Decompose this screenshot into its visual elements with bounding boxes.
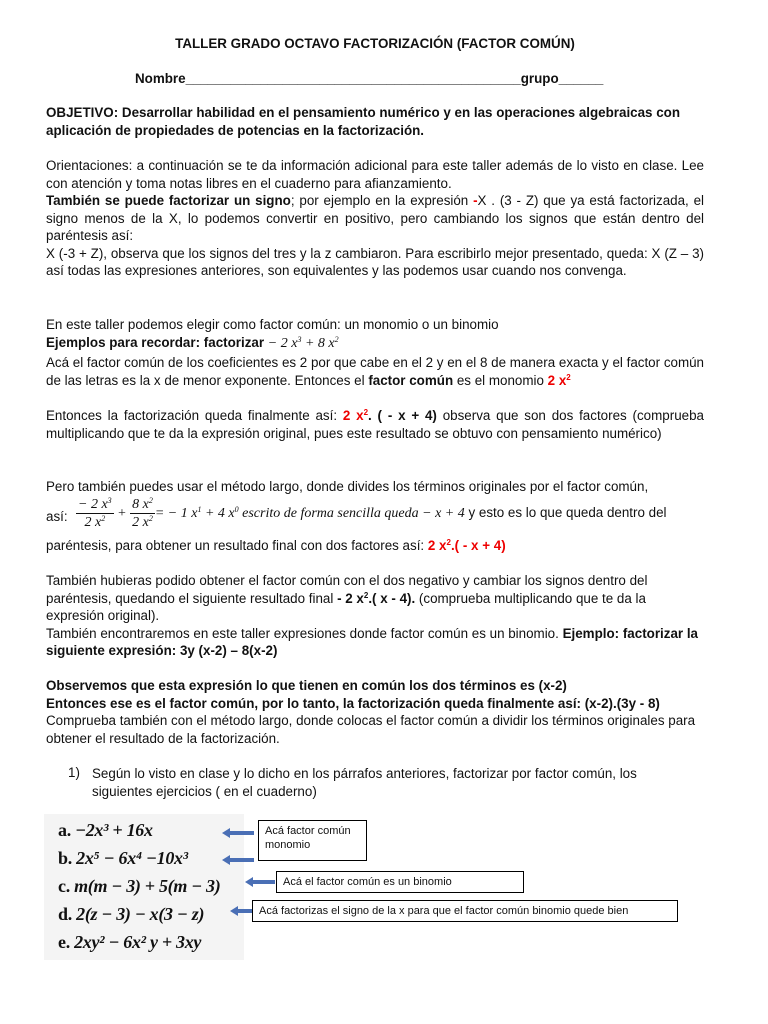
- exercise-text: Según lo visto en clase y lo dicho en los párrafos anteriores, factorizar por factor común, los siguientes ejercicios ( en el cuaderno): [92, 766, 637, 799]
- expr-term2: + 8 x: [301, 336, 335, 351]
- observe-line3: Comprueba también con el método largo, donde colocas el factor común a dividir los términos originales para obtener el resultado de la factorización.: [46, 713, 696, 746]
- taller-para1b: es el monomio: [453, 372, 548, 388]
- orientations-text3: X (-3 + Z), observa que los signos del tres y la z cambiaron. Para escribirlo mejor presentado, queda: X (Z – 3) así todas las expresiones anteriores, son equivalentes y las podemos usar cuando nos convenga.: [46, 245, 704, 278]
- exercise-a: a. −2x³ + 16x: [58, 820, 153, 840]
- final-text-b: observa que son dos factores (comprueba multiplicando que te da la expresión original, pues este resultado se obtuvo con pensamiento numérico): [46, 408, 704, 441]
- orientations-text2b: X . (3 - Z) que ya está factorizada, el signo menos de la X, lo podemos convertir en positivo, pero cambiando los signos que están dentro del paréntesis así:: [46, 193, 704, 243]
- binomial-bold: Ejemplo: factorizar la siguiente expresión: 3y (x-2) – 8(x-2): [46, 625, 699, 658]
- final-red: 2 $x^2$: [342, 408, 369, 423]
- examples-line: [46, 334, 704, 353]
- expr-term1: − 2 x: [267, 336, 298, 351]
- fraction-1: $\frac{- 2 x^3}{2 x^2}$: [78, 496, 112, 530]
- formula-tail: y esto es lo que queda dentro del: [464, 505, 667, 521]
- factorizar-label: factorizar: [200, 335, 268, 350]
- factor-comun-label: factor común: [368, 372, 454, 388]
- binomial-text: También encontraremos en este taller expresiones donde factor común es un binomio.: [46, 625, 563, 641]
- orientations-bold: También se puede factorizar un signo: [46, 193, 291, 208]
- objective-text: Desarrollar habilidad en el pensamiento numérico y en las operaciones algebraicas con aplicación de propiedades de potencias en la factorización.: [46, 105, 681, 138]
- expr-exp2: 2: [334, 335, 339, 344]
- red-minus: -: [473, 193, 478, 208]
- exercise-e: e. 2xy² − 6x² y + 3xy: [58, 932, 202, 952]
- name-line: Nombre_____________________________________________grupo______: [135, 71, 604, 86]
- long-method-line1: Pero también puedes usar el método largo, donde divides los términos originales por el factor común,: [46, 479, 649, 494]
- taller-intro: En este taller podemos elegir como factor común: un monomio o un binomio: [46, 317, 499, 332]
- examples-label: Ejemplos para recordar:: [46, 335, 201, 350]
- arrow-left-icon: [230, 906, 252, 916]
- alt-bold: - 2 $x^2$.( x - 4).: [337, 590, 416, 606]
- orientations-text2a: ; por ejemplo en la expresión: [290, 193, 474, 208]
- observe-paragraph: [46, 677, 704, 747]
- page-title: TALLER GRADO OCTAVO FACTORIZACIÓN (FACTOR COMÚN): [175, 36, 575, 51]
- orientations: [46, 157, 704, 280]
- long-method-line3: paréntesis, para obtener un resultado final con dos factores así: 2 $x^2.( - x + 4)$: [46, 538, 506, 553]
- arrow-left-icon: [222, 828, 254, 838]
- formula: $\frac{- 2 x^3}{2 x^2}$ + $\frac{8 x^2}{2 x^2}$ = − 1 $x^1 + 4$ $x^0$ escrito de forma sencilla queda − x + 4 y esto es lo que queda dentro del: [78, 496, 667, 530]
- note-monomio: Acá factor común monomio: [258, 820, 367, 861]
- arrow-left-icon: [245, 877, 275, 887]
- note-binomio: Acá el factor común es un binomio: [276, 871, 524, 893]
- final-bold: . ( - x + 4): [368, 408, 437, 423]
- formula-result: = − 1 $x^1 + 4$ $x^0$ escrito de forma sencilla queda − x + 4: [154, 505, 465, 522]
- exercise-c: c. m(m − 3) + 5(m − 3): [58, 876, 221, 896]
- long-method-formula: [46, 496, 704, 536]
- monomio-red: 2 $x^2$: [547, 372, 571, 388]
- expr-exp1: 3: [297, 335, 302, 344]
- exercise-b: b. 2x⁵ − 6x⁴ −10x³: [58, 848, 188, 868]
- exercise-list: [44, 814, 244, 960]
- asi-label: así:: [46, 509, 68, 524]
- taller-paragraph: [46, 354, 704, 389]
- final-paragraph: [46, 407, 704, 442]
- taller-para1: Acá el factor común de los coeficientes es 2 por que cabe en el 2 y en el 8 de manera exacta y el factor común de las letras es la x de menor exponente. Entonces el: [46, 355, 705, 388]
- note-signo: Acá factorizas el signo de la x para que el factor común binomio quede bien: [252, 900, 678, 922]
- objective-label: OBJETIVO:: [46, 105, 119, 120]
- objective: [46, 104, 704, 139]
- exercise-number: 1): [68, 765, 80, 780]
- orientations-text1: Orientaciones: a continuación se te da información adicional para este taller además de lo visto en clase. Lee con atención y toma notas libres en el cuaderno para afianzamiento.: [46, 158, 704, 191]
- fraction-2: $\frac{8 x^2}{2 x^2}$: [132, 496, 153, 530]
- final-text-a: Entonces la factorización queda finalmente así:: [46, 408, 343, 423]
- observe-line1: Observemos que esta expresión lo que tienen en común los dos términos es (x-2): [46, 678, 567, 693]
- line3-red: 2 $x^2.( - x + 4)$: [427, 538, 506, 553]
- alt-paragraph: También hubieras podido obtener el factor común con el dos negativo y cambiar los signos dentro del paréntesis, quedando el siguiente resultado final - 2 $x^2$.( x - 4). (comprueba multiplicando que te da la expresión original). También encontraremos en este taller expresiones donde factor común es un binomio. Ejemplo: factorizar la siguiente expresión: 3y (x-2) – 8(x-2): [46, 573, 699, 658]
- arrow-left-icon: [222, 855, 254, 865]
- example-expression: [268, 336, 339, 351]
- observe-line2: Entonces ese es el factor común, por lo tanto, la factorización queda finalmente así: (x-2).(3y - 8): [46, 695, 660, 711]
- exercise-d: d. 2(z − 3) − x(3 − z): [58, 904, 205, 924]
